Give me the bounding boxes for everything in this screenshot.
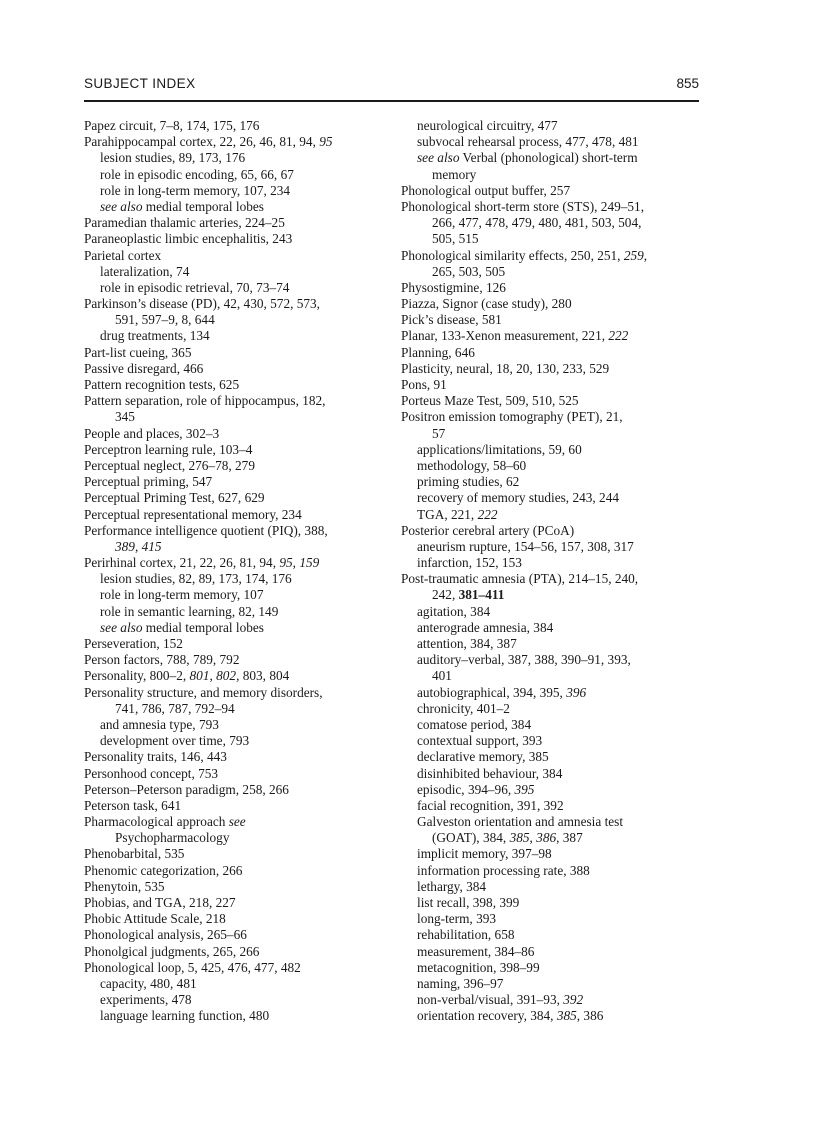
header-title: SUBJECT INDEX (84, 76, 196, 91)
index-subentry: applications/limitations, 59, 60 (417, 441, 582, 457)
index-entry: Paramedian thalamic arteries, 224–25 (84, 215, 285, 231)
index-subentry: drug treatments, 134 (100, 328, 210, 344)
index-entry-continuation: 741, 786, 787, 792–94 (115, 700, 235, 716)
index-subentry: role in episodic retrieval, 70, 73–74 (100, 279, 290, 295)
index-entry: Phobic Attitude Scale, 218 (84, 911, 226, 927)
index-entry-continuation: 591, 597–9, 8, 644 (115, 312, 215, 328)
index-subentry: role in long-term memory, 107 (100, 587, 264, 603)
index-subentry: auditory–verbal, 387, 388, 390–91, 393, (417, 652, 631, 668)
index-entry: Perceptual Priming Test, 627, 629 (84, 490, 265, 506)
index-entry: Piazza, Signor (case study), 280 (401, 296, 572, 312)
index-subentry: recovery of memory studies, 243, 244 (417, 490, 619, 506)
index-subentry: information processing rate, 388 (417, 862, 590, 878)
index-entry: Part-list cueing, 365 (84, 344, 192, 360)
index-entry-continuation: 345 (115, 409, 135, 425)
index-subentry: see also Verbal (phonological) short-term (417, 150, 638, 166)
index-entry: Post-traumatic amnesia (PTA), 214–15, 240, (401, 571, 639, 587)
page-number: 855 (676, 76, 699, 91)
index-entry: Personality traits, 146, 443 (84, 749, 227, 765)
index-entry: Parahippocampal cortex, 22, 26, 46, 81, 94, 95 (84, 134, 333, 150)
index-entry-continuation: 242, 381–411 (432, 587, 505, 603)
index-entry: Passive disregard, 466 (84, 360, 204, 376)
index-entry: Planning, 646 (401, 344, 475, 360)
index-entry: Pharmacological approach see (84, 814, 246, 830)
index-subentry: implicit memory, 397–98 (417, 846, 552, 862)
index-entry: Phonological short-term store (STS), 249–51, (401, 198, 645, 214)
index-subentry: role in long-term memory, 107, 234 (100, 182, 291, 198)
index-entry: Phenytoin, 535 (84, 878, 165, 894)
index-entry-continuation: 389, 415 (115, 538, 162, 554)
index-entry: Peterson–Peterson paradigm, 258, 266 (84, 781, 289, 797)
index-subentry: subvocal rehearsal process, 477, 478, 481 (417, 134, 639, 150)
index-subentry: declarative memory, 385 (417, 749, 549, 765)
index-subentry: anterograde amnesia, 384 (417, 619, 554, 635)
index-subentry: experiments, 478 (100, 992, 192, 1008)
index-subentry: list recall, 398, 399 (417, 895, 520, 910)
index-subentry: methodology, 58–60 (417, 457, 527, 473)
index-entry: Phobias, and TGA, 218, 227 (84, 895, 236, 910)
index-subentry: role in semantic learning, 82, 149 (100, 603, 279, 619)
index-entry-continuation: Psychopharmacology (115, 830, 230, 846)
index-entry-continuation: 57 (432, 425, 446, 441)
index-subentry: aneurism rupture, 154–56, 157, 308, 317 (417, 538, 634, 554)
index-subentry: contextual support, 393 (417, 733, 543, 749)
index-entry: Personality structure, and memory disorders, (84, 684, 323, 700)
index-subentry: attention, 384, 387 (417, 636, 517, 651)
index-entry: Papez circuit, 7–8, 174, 175, 176 (84, 118, 260, 133)
index-entry: Perseveration, 152 (84, 636, 183, 651)
index-subentry: lesion studies, 82, 89, 173, 174, 176 (100, 571, 292, 587)
index-entry: Pons, 91 (401, 377, 447, 392)
index-entry: Personhood concept, 753 (84, 765, 219, 781)
index-entry: Parkinson’s disease (PD), 42, 430, 572, 573, (84, 296, 321, 312)
index-subentry: orientation recovery, 384, 385, 386 (417, 1008, 604, 1024)
index-entry: Phonolgical judgments, 265, 266 (84, 943, 260, 959)
index-subentry: autobiographical, 394, 395, 396 (417, 684, 587, 700)
index-entry-continuation: 505, 515 (432, 231, 479, 247)
index-subentry: development over time, 793 (100, 733, 250, 749)
index-entry: Phonological similarity effects, 250, 251, 259, (401, 247, 648, 263)
index-entry-continuation: 401 (432, 668, 452, 684)
index-entry: Person factors, 788, 789, 792 (84, 652, 240, 668)
index-subentry: naming, 396–97 (417, 975, 504, 991)
index-entry: Perirhinal cortex, 21, 22, 26, 81, 94, 95, 159 (84, 555, 320, 571)
index-entry: Phenomic categorization, 266 (84, 862, 243, 878)
index-subentry: comatose period, 384 (417, 716, 532, 732)
index-subentry: agitation, 384 (417, 603, 491, 619)
index-entry: Peterson task, 641 (84, 797, 182, 813)
index-entry: Pattern recognition tests, 625 (84, 377, 240, 392)
index-entry: Parietal cortex (84, 247, 162, 263)
index-subentry: rehabilitation, 658 (417, 927, 515, 943)
index-entry: Perceptron learning rule, 103–4 (84, 441, 253, 457)
index-entry: Phonological loop, 5, 425, 476, 477, 482 (84, 959, 301, 975)
index-entry: Physostigmine, 126 (401, 279, 506, 295)
index-subentry: chronicity, 401–2 (417, 700, 510, 716)
index-entry: Performance intelligence quotient (PIQ), 388, (84, 522, 328, 538)
index-entry: Pattern separation, role of hippocampus, 182, (84, 393, 326, 409)
index-subentry: non-verbal/visual, 391–93, 392 (417, 992, 584, 1008)
index-subentry: episodic, 394–96, 395 (417, 781, 535, 797)
index-subentry: Galveston orientation and amnesia test (417, 814, 624, 830)
header-rule (84, 100, 699, 102)
index-subentry: language learning function, 480 (100, 1008, 270, 1024)
index-entry: Perceptual neglect, 276–78, 279 (84, 457, 255, 473)
index-subentry: infarction, 152, 153 (417, 555, 522, 571)
index-entry: Personality, 800–2, 801, 802, 803, 804 (84, 668, 290, 684)
index-column-right (401, 118, 701, 1025)
index-entry: Porteus Maze Test, 509, 510, 525 (401, 393, 579, 409)
index-subentry: neurological circuitry, 477 (417, 118, 558, 133)
index-subentry: disinhibited behaviour, 384 (417, 765, 563, 781)
running-header (84, 76, 699, 98)
index-entry: Pick’s disease, 581 (401, 312, 502, 328)
index-subentry: metacognition, 398–99 (417, 959, 540, 975)
index-subentry: lesion studies, 89, 173, 176 (100, 150, 246, 166)
index-subentry: lethargy, 384 (417, 878, 487, 894)
index-entry-continuation: 266, 477, 478, 479, 480, 481, 503, 504, (432, 215, 642, 231)
index-entry: Posterior cerebral artery (PCoA) (401, 522, 575, 538)
index-subentry: see also medial temporal lobes (100, 619, 264, 635)
index-entry: Perceptual representational memory, 234 (84, 506, 302, 522)
index-subentry: lateralization, 74 (100, 263, 190, 279)
index-entry: Perceptual priming, 547 (84, 474, 213, 490)
index-entry: Phonological output buffer, 257 (401, 182, 571, 198)
index-entry: Phonological analysis, 265–66 (84, 927, 247, 943)
index-subentry: capacity, 480, 481 (100, 975, 197, 991)
index-entry-continuation: (GOAT), 384, 385, 386, 387 (432, 830, 583, 846)
index-subentry: long-term, 393 (417, 911, 497, 927)
index-entry: Planar, 133-Xenon measurement, 221, 222 (401, 328, 629, 344)
index-subentry: facial recognition, 391, 392 (417, 797, 564, 813)
index-subentry: TGA, 221, 222 (417, 506, 498, 522)
index-subentry: and amnesia type, 793 (100, 716, 219, 732)
index-subentry: measurement, 384–86 (417, 943, 535, 959)
index-entry: Positron emission tomography (PET), 21, (401, 409, 623, 425)
index-entry: Plasticity, neural, 18, 20, 130, 233, 529 (401, 360, 610, 376)
index-subentry: role in episodic encoding, 65, 66, 67 (100, 166, 294, 182)
index-entry: People and places, 302–3 (84, 425, 220, 441)
index-subentry: priming studies, 62 (417, 474, 520, 490)
index-entry-continuation: 265, 503, 505 (432, 263, 506, 279)
index-entry: Paraneoplastic limbic encephalitis, 243 (84, 231, 293, 247)
index-entry-continuation: memory (432, 166, 477, 182)
index-column-left (84, 118, 384, 1025)
index-subentry: see also medial temporal lobes (100, 198, 264, 214)
index-entry: Phenobarbital, 535 (84, 846, 185, 862)
